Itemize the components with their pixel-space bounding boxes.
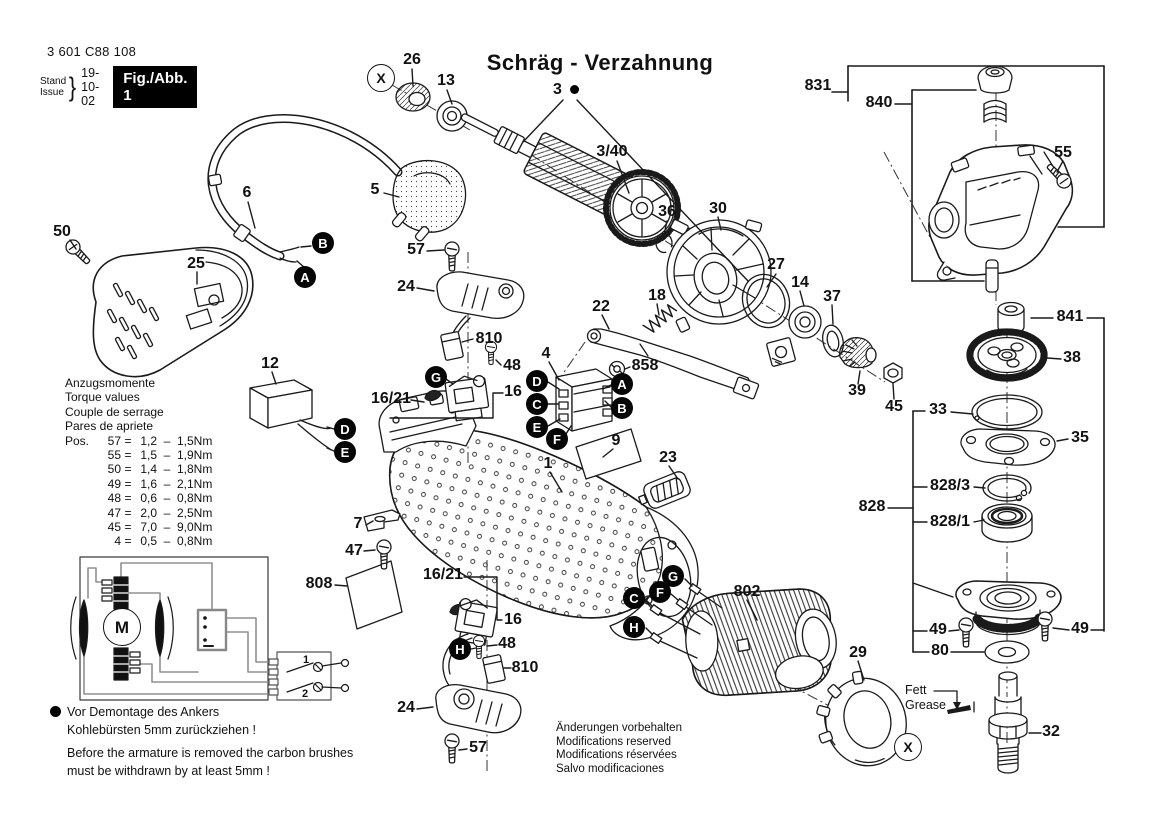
callout-841: 841	[1056, 308, 1084, 325]
bearing-828-1	[982, 504, 1032, 542]
callout-16-21-bottom: 16/21	[422, 566, 464, 583]
torque-table	[65, 376, 212, 549]
callout-33: 33	[929, 401, 947, 418]
callout-57-bottom: 57	[469, 739, 487, 756]
callout-48-bottom: 48	[498, 635, 516, 652]
spring-840	[984, 101, 1006, 123]
callout-30: 30	[709, 200, 727, 217]
doc-header	[40, 44, 188, 108]
callout-35: 35	[1071, 429, 1089, 446]
callout-32: 32	[1042, 723, 1060, 740]
schematic-terminal-2: 2	[301, 688, 309, 700]
circlip-828-3	[983, 475, 1039, 506]
bearing-14	[789, 306, 821, 338]
wire-badge-b-8: B	[611, 397, 633, 419]
grease-label: Fett Grease	[905, 683, 946, 712]
callout-9: 9	[611, 432, 621, 449]
note-de-2: Kohlebürsten 5mm zurückziehen !	[67, 723, 256, 737]
wire-badge-f-6: F	[546, 428, 568, 450]
circled-x-1: X	[894, 733, 922, 761]
callout-802: 802	[733, 583, 761, 600]
modifications-note	[556, 722, 682, 776]
torque-row-48: 48 = 0,6 – 0,8Nm	[107, 491, 213, 506]
diagram-title: Schräg - Verzahnung	[486, 50, 714, 75]
wire-badge-a-7: A	[611, 373, 633, 395]
callout-26: 26	[403, 51, 421, 68]
modifications-line: Salvo modificaciones	[556, 762, 665, 775]
flange-35	[961, 429, 1055, 465]
callout-831: 831	[804, 77, 832, 94]
callout-16-21-top: 16/21	[370, 390, 412, 407]
wire-badge-c-14: C	[623, 587, 645, 609]
callout-1: 1	[543, 455, 553, 472]
torque-row-57: Pos. 57 = 1,2 – 1,5Nm	[65, 433, 213, 448]
torque-row-4: 4 = 0,5 – 0,8Nm	[114, 534, 213, 549]
callout-828-3: 828/3	[929, 477, 971, 494]
filled-dot-icon	[570, 85, 579, 94]
callout-48-top: 48	[503, 357, 521, 374]
damper-block	[766, 337, 795, 366]
callout-29: 29	[849, 644, 867, 661]
wire-badge-a-1: A	[294, 266, 316, 288]
label-9	[576, 429, 641, 479]
armature-note	[50, 703, 353, 780]
rear-housing-25	[93, 248, 253, 377]
torque-heading: Couple de serrage	[65, 404, 164, 419]
mains-plug-5	[391, 161, 465, 242]
callout-18: 18	[648, 287, 666, 304]
switch-4	[556, 369, 612, 431]
callout-25: 25	[187, 255, 205, 272]
callout-49-left: 49	[929, 621, 947, 638]
circled-x-0: X	[367, 64, 395, 92]
stand-issue-label: Stand Issue	[40, 76, 67, 98]
spring-18	[643, 303, 678, 335]
rubber-sleeve-26	[396, 83, 430, 111]
pin-840	[986, 260, 998, 292]
callout-13: 13	[437, 72, 455, 89]
issue-date: 19-10-02	[81, 66, 100, 108]
callout-14: 14	[791, 274, 809, 291]
screw-49-left	[959, 618, 973, 647]
callout-858: 858	[631, 357, 659, 374]
callout-828-1: 828/1	[929, 513, 971, 530]
callout-57-top: 57	[407, 241, 425, 258]
callout-36: 36	[658, 203, 676, 220]
wire-badge-e-5: E	[526, 416, 548, 438]
part-number: 3 601 C88 108	[47, 44, 137, 59]
wire-badge-g-12: G	[662, 565, 684, 587]
suppressor-12	[250, 380, 331, 449]
callout-47: 47	[345, 542, 363, 559]
screw-49-right	[1038, 612, 1052, 641]
callout-16-top: 16	[504, 383, 522, 400]
nut-45	[884, 363, 902, 383]
callout-16-bottom: 16	[504, 611, 522, 628]
torque-row-45: 45 = 7,0 – 9,0Nm	[107, 520, 213, 535]
callout-840: 840	[865, 94, 893, 111]
note-bullet-icon	[50, 706, 61, 717]
modifications-line: Modifications réservées	[556, 749, 677, 761]
callout-38: 38	[1063, 349, 1081, 366]
note-de-1: Vor Demontage des Ankers	[67, 705, 220, 719]
callout-5: 5	[370, 181, 380, 198]
callout-50: 50	[53, 223, 71, 240]
wire-badge-d-3: D	[526, 370, 548, 392]
callout-810-bottom: 810	[511, 659, 539, 676]
pinion-39	[840, 338, 876, 368]
wire-badge-e-10: E	[334, 441, 356, 463]
callout-810-top: 810	[475, 330, 503, 347]
modifications-line: Modifications reserved	[556, 735, 672, 748]
wire-badge-c-4: C	[526, 393, 548, 415]
callout-22: 22	[592, 298, 610, 315]
torque-row-55: 55 = 1,5 – 1,9Nm	[107, 448, 213, 463]
callout-3-40: 3/40	[596, 143, 628, 160]
modifications-line: Änderungen vorbehalten	[556, 722, 682, 734]
callout-27: 27	[767, 256, 785, 273]
callout-55: 55	[1054, 144, 1072, 161]
torque-heading: Torque values	[65, 390, 140, 405]
power-cord-6	[208, 118, 398, 262]
circled-m-2: M	[103, 608, 141, 646]
wire-badge-h-15: H	[623, 616, 645, 638]
callout-37: 37	[823, 288, 841, 305]
note-en-2: must be withdrawn by at least 5mm !	[67, 764, 270, 778]
washer-80	[985, 641, 1029, 663]
callout-6: 6	[242, 184, 252, 201]
callout-45: 45	[885, 398, 903, 415]
wire-badge-d-9: D	[334, 418, 356, 440]
callout-828: 828	[858, 498, 886, 515]
torque-row-49: 49 = 1,6 – 2,1Nm	[107, 476, 213, 491]
torque-heading: Pares de apriete	[65, 419, 154, 434]
callout-80: 80	[931, 642, 949, 659]
torque-heading: Anzugsmomente	[65, 376, 156, 390]
cap-nut-840	[978, 66, 1012, 93]
spindle-32	[989, 672, 1027, 773]
label-808	[346, 561, 402, 629]
note-en-1: Before the armature is removed the carbon brushes	[67, 746, 354, 760]
wire-badge-f-13: F	[649, 581, 671, 603]
brace-glyph: }	[69, 71, 77, 102]
callout-4: 4	[541, 345, 551, 362]
schematic-terminal-1: 1	[302, 654, 310, 666]
figure-badge: Fig./Abb. 1	[113, 66, 197, 108]
wire-badge-h-11: H	[449, 638, 471, 660]
screw-50	[63, 237, 93, 267]
callout-23: 23	[659, 449, 677, 466]
callout-12: 12	[261, 355, 279, 372]
callout-24-bottom: 24	[397, 699, 415, 716]
callout-24-top: 24	[397, 278, 415, 295]
wire-badge-g-2: G	[425, 366, 447, 388]
callout-808: 808	[305, 575, 333, 592]
wire-badge-b-0: B	[312, 232, 334, 254]
callout-3: 3	[553, 82, 579, 98]
torque-row-50: 50 = 1,4 – 1,8Nm	[107, 462, 213, 477]
callout-39: 39	[848, 382, 866, 399]
torque-row-47: 47 = 2,0 – 2,5Nm	[107, 505, 213, 520]
bracket-7	[364, 510, 400, 531]
callout-7: 7	[353, 515, 363, 532]
callout-49-right: 49	[1071, 620, 1089, 637]
